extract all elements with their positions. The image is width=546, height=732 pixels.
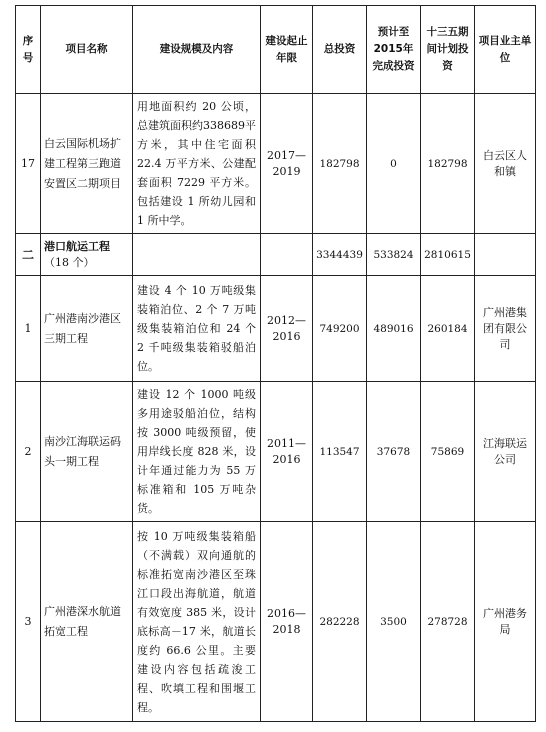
row-total: 749200 — [313, 276, 367, 382]
row-plan: 75869 — [421, 382, 475, 522]
table-row — [16, 522, 536, 722]
section-owner-empty — [475, 234, 536, 276]
section-name: 港口航运工程 — [44, 239, 110, 253]
row-scope: 按 10 万吨级集装箱船（不满载）双向通航的标准拓宽南沙港区至珠江口段出海航道，航道有效宽度 385 米，设计底标高－17 米，航道长度约 66.6 公里。主要建设内容包括疏浚工程、吹填工程和围堰工程。 — [133, 522, 261, 722]
row-total: 113547 — [313, 382, 367, 522]
section-total: 3344439 — [313, 234, 367, 276]
header-seq: 序号 — [16, 6, 41, 94]
row-name: 白云国际机场扩建工程第三跑道安置区二期项目 — [41, 94, 133, 234]
row-period: 2011—2016 — [261, 382, 313, 522]
row-total: 282228 — [313, 522, 367, 722]
header-row — [16, 6, 536, 94]
section-seq: 二 — [16, 234, 41, 276]
row-owner: 广州港务局 — [475, 522, 536, 722]
row-plan: 182798 — [421, 94, 475, 234]
row-seq: 3 — [16, 522, 41, 722]
row-period: 2017—2019 — [261, 94, 313, 234]
header-owner: 项目业主单位 — [475, 6, 536, 94]
section-row — [16, 234, 536, 276]
row-expected: 3500 — [367, 522, 421, 722]
row-owner: 白云区人和镇 — [475, 94, 536, 234]
section-scope-empty — [133, 234, 261, 276]
row-scope: 建设 4 个 10 万吨级集装箱泊位、2 个 7 万吨级集装箱泊位和 24 个 2 千吨级集装箱驳船泊位。 — [133, 276, 261, 382]
table-row — [16, 382, 536, 522]
row-seq: 2 — [16, 382, 41, 522]
row-owner: 广州港集团有限公司 — [475, 276, 536, 382]
section-period-empty — [261, 234, 313, 276]
row-plan: 278728 — [421, 522, 475, 722]
section-plan: 2810615 — [421, 234, 475, 276]
table-row — [16, 276, 536, 382]
header-period: 建设起止年限 — [261, 6, 313, 94]
header-plan: 十三五期间计划投资 — [421, 6, 475, 94]
row-total: 182798 — [313, 94, 367, 234]
row-period: 2016—2018 — [261, 522, 313, 722]
row-scope: 用地面积约 20 公顷，总建筑面积约338689平方米，其中住宅面积 22.4 万平方米、公建配套面积 7229 平方米。包括建设 1 所幼儿园和 1 所中学。 — [133, 94, 261, 234]
row-expected: 37678 — [367, 382, 421, 522]
header-scope: 建设规模及内容 — [133, 6, 261, 94]
row-name: 广州港深水航道拓宽工程 — [41, 522, 133, 722]
section-expected: 533824 — [367, 234, 421, 276]
row-scope: 建设 12 个 1000 吨级多用途驳船泊位，结构按 3000 吨级预留，使用岸线长度 828 米，设计年通过能力为 55 万标准箱和 105 万吨杂货。 — [133, 382, 261, 522]
row-owner: 江海联运公司 — [475, 382, 536, 522]
row-plan: 260184 — [421, 276, 475, 382]
project-table — [15, 5, 536, 722]
row-expected: 489016 — [367, 276, 421, 382]
header-expected: 预计至2015年完成投资 — [367, 6, 421, 94]
header-total: 总投资 — [313, 6, 367, 94]
row-expected: 0 — [367, 94, 421, 234]
header-name: 项目名称 — [41, 6, 133, 94]
row-period: 2012—2016 — [261, 276, 313, 382]
row-name: 南沙江海联运码头一期工程 — [41, 382, 133, 522]
row-name: 广州港南沙港区三期工程 — [41, 276, 133, 382]
section-count: （18 个） — [44, 255, 95, 269]
table-row — [16, 94, 536, 234]
section-name-cell — [41, 234, 133, 276]
row-seq: 1 — [16, 276, 41, 382]
row-seq: 17 — [16, 94, 41, 234]
